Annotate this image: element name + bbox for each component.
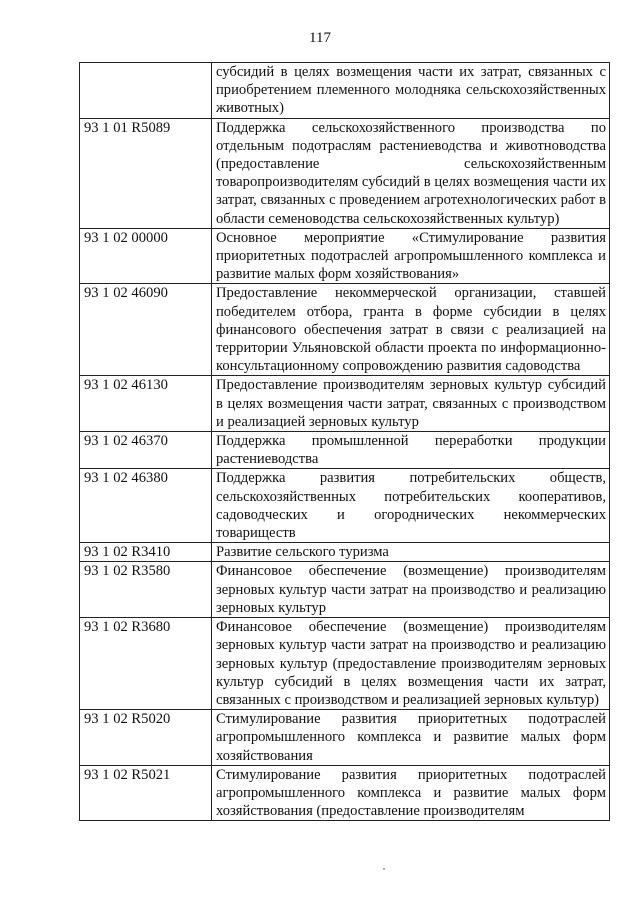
row-description: Развитие сельского туризма <box>212 543 610 562</box>
row-code: 93 1 02 00000 <box>80 228 212 284</box>
table-row <box>80 543 610 562</box>
row-code: 93 1 01 R5089 <box>80 118 212 228</box>
row-description: Основное мероприятие «Стимулирование развития приоритетных подотраслей агропромышленного комплекса и развитие малых форм хозяйствования» <box>212 228 610 284</box>
row-description: Предоставление производителям зерновых культур субсидий в целях возмещения части затрат, связанных с производством и реализацией зерновых культур <box>212 376 610 432</box>
row-code: 93 1 02 46380 <box>80 469 212 543</box>
table-row <box>80 284 610 376</box>
row-description: Предоставление некоммерческой организации, ставшей победителем отбора, гранта в форме субсидии в целях финансового обеспечения затрат в связи с реализацией на территории Ульяновской области проекта по информационно-консультационному сопровождению развития садоводства <box>212 284 610 376</box>
row-description: Поддержка сельскохозяйственного производства по отдельным подотраслям растениеводства и животноводства (предоставление сельскохозяйственным товаропроизводителям субсидий в целях возмещения части их затрат, связанных с проведением агротехнологических работ в области семеноводства сельскохозяйственных культур) <box>212 118 610 228</box>
table-row <box>80 765 610 821</box>
row-code: 93 1 02 R5021 <box>80 765 212 821</box>
table-row <box>80 469 610 543</box>
row-code: 93 1 02 46130 <box>80 376 212 432</box>
row-code: 93 1 02 R3680 <box>80 618 212 710</box>
row-code: 93 1 02 R3410 <box>80 543 212 562</box>
table-row <box>80 63 610 119</box>
row-description: Стимулирование развития приоритетных подотраслей агропромышленного комплекса и развитие малых форм хозяйствования <box>212 710 610 766</box>
page-number: 117 <box>309 30 331 46</box>
row-code: 93 1 02 R5020 <box>80 710 212 766</box>
table-row <box>80 710 610 766</box>
table-row <box>80 562 610 618</box>
row-description: Поддержка промышленной переработки продукции растениеводства <box>212 432 610 469</box>
scan-speck <box>383 868 385 870</box>
table-row <box>80 228 610 284</box>
row-code <box>80 63 212 119</box>
row-description: Стимулирование развития приоритетных подотраслей агропромышленного комплекса и развитие малых форм хозяйствования (предоставление производителям <box>212 765 610 821</box>
row-description: Поддержка развития потребительских обществ, сельскохозяйственных потребительских кооперативов, садоводческих и огороднических некоммерческих товариществ <box>212 469 610 543</box>
row-description: Финансовое обеспечение (возмещение) производителям зерновых культур части затрат на производство и реализацию зерновых культур <box>212 562 610 618</box>
row-description: Финансовое обеспечение (возмещение) производителям зерновых культур части затрат на производство и реализацию зерновых культур (предоставление производителям зерновых культур субсидий в целях возмещения части их затрат, связанных с производством и реализацией зерновых культур) <box>212 618 610 710</box>
table-row <box>80 618 610 710</box>
row-description: субсидий в целях возмещения части их затрат, связанных с приобретением племенного молодняка сельскохозяйственных животных) <box>212 63 610 119</box>
table-row <box>80 432 610 469</box>
table-row <box>80 376 610 432</box>
row-code: 93 1 02 46090 <box>80 284 212 376</box>
table-row <box>80 118 610 228</box>
row-code: 93 1 02 46370 <box>80 432 212 469</box>
budget-classification-table <box>79 62 610 821</box>
row-code: 93 1 02 R3580 <box>80 562 212 618</box>
